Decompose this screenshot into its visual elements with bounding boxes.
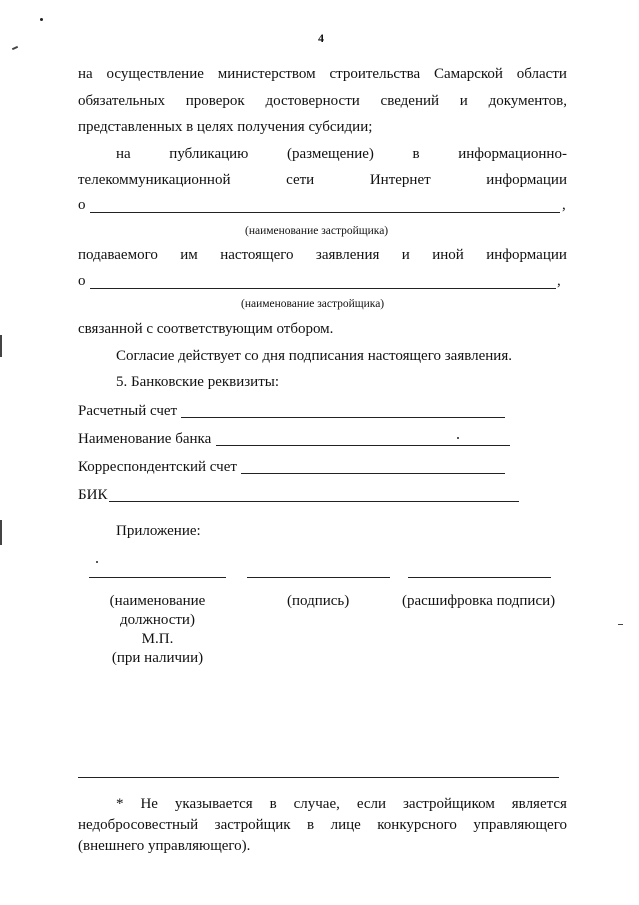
word: застройщиком bbox=[403, 796, 495, 812]
account-label: Расчетный счет bbox=[78, 403, 178, 419]
word: заявления bbox=[315, 247, 380, 263]
word: осуществление bbox=[106, 66, 204, 82]
corr-account-field[interactable] bbox=[241, 473, 505, 474]
word: в bbox=[412, 146, 420, 162]
word: в bbox=[269, 796, 277, 812]
bank-name-label: Наименование банка bbox=[78, 431, 212, 447]
position-caption-line: должности) bbox=[120, 612, 195, 628]
word: конкурсного bbox=[377, 817, 457, 833]
bank-heading: 5. Банковские реквизиты: bbox=[116, 374, 280, 390]
comma: , bbox=[557, 273, 561, 289]
word: в bbox=[307, 817, 315, 833]
o-prefix: о bbox=[78, 197, 86, 213]
paragraph-line: связанной с соответствующим отбором. bbox=[78, 321, 334, 337]
word: если bbox=[356, 796, 387, 812]
word: информации bbox=[486, 247, 567, 263]
word: информации bbox=[486, 172, 567, 188]
footnote-line: (внешнего управляющего). bbox=[78, 838, 251, 854]
signature-caption: (подпись) bbox=[287, 593, 350, 609]
word: области bbox=[516, 66, 567, 82]
word: недобросовестный bbox=[78, 817, 199, 833]
if-any-label: (при наличии) bbox=[111, 650, 204, 666]
word: им bbox=[180, 247, 198, 263]
word: обязательных bbox=[78, 93, 165, 109]
word: и bbox=[459, 93, 468, 109]
word: достоверности bbox=[265, 93, 360, 109]
paragraph-line bbox=[78, 92, 567, 110]
scan-speck bbox=[40, 18, 43, 21]
comma: , bbox=[562, 197, 566, 213]
stamp-label: М.П. bbox=[141, 631, 174, 647]
field-caption: (наименование застройщика) bbox=[245, 225, 389, 237]
scan-speck bbox=[457, 437, 459, 439]
scan-speck bbox=[618, 624, 623, 625]
page-number: 4 bbox=[318, 31, 324, 45]
word: сведений bbox=[380, 93, 440, 109]
word: застройщик bbox=[214, 817, 291, 833]
bank-name-field[interactable] bbox=[216, 445, 510, 446]
word: управляющего bbox=[473, 817, 567, 833]
consent-text: Согласие действует со дня подписания настоящего заявления. bbox=[116, 348, 512, 364]
developer-name-field[interactable] bbox=[90, 288, 556, 289]
word: на bbox=[116, 146, 131, 162]
word: указывается bbox=[174, 796, 253, 812]
word: информационно- bbox=[458, 146, 567, 162]
corr-account-label: Корреспондентский счет bbox=[78, 459, 237, 475]
scan-margin-mark bbox=[0, 335, 2, 357]
word: (размещение) bbox=[287, 146, 374, 162]
word: * bbox=[116, 796, 124, 812]
word: министерством bbox=[217, 66, 316, 82]
field-caption: (наименование застройщика) bbox=[241, 298, 385, 310]
word: иной bbox=[432, 247, 464, 263]
signature-decode-field[interactable] bbox=[408, 577, 551, 578]
bik-label: БИК bbox=[78, 487, 108, 503]
word: публикацию bbox=[169, 146, 249, 162]
scan-speck bbox=[96, 561, 98, 563]
word: подаваемого bbox=[78, 247, 158, 263]
paragraph-line: представленных в целях получения субсидии; bbox=[78, 119, 373, 135]
paragraph-line bbox=[116, 145, 567, 163]
word: телекоммуникационной bbox=[78, 172, 231, 188]
word: Не bbox=[140, 796, 158, 812]
word: Интернет bbox=[369, 172, 431, 188]
signature-field[interactable] bbox=[247, 577, 390, 578]
signature-decode-caption: (расшифровка подписи) bbox=[402, 593, 556, 609]
word: строительства bbox=[329, 66, 421, 82]
word: документов, bbox=[488, 93, 567, 109]
footnote-separator bbox=[78, 777, 559, 778]
word: на bbox=[78, 66, 93, 82]
word: сети bbox=[286, 172, 315, 188]
position-field[interactable] bbox=[89, 577, 226, 578]
word: проверок bbox=[185, 93, 245, 109]
word: настоящего bbox=[220, 247, 294, 263]
word: является bbox=[511, 796, 567, 812]
scan-margin-mark bbox=[0, 520, 2, 545]
appendix-label: Приложение: bbox=[116, 523, 201, 539]
paragraph-line bbox=[78, 65, 567, 83]
word: случае, bbox=[293, 796, 340, 812]
paragraph-line bbox=[78, 171, 567, 189]
footnote-line bbox=[116, 795, 567, 813]
bik-field[interactable] bbox=[109, 501, 519, 502]
position-caption bbox=[100, 592, 215, 667]
paragraph-line bbox=[78, 246, 567, 264]
o-prefix: о bbox=[78, 273, 86, 289]
developer-name-field[interactable] bbox=[90, 212, 560, 213]
word: Самарской bbox=[434, 66, 503, 82]
scan-speck bbox=[12, 46, 18, 50]
position-caption-line: (наименование bbox=[109, 593, 206, 609]
account-field[interactable] bbox=[181, 417, 505, 418]
word: и bbox=[401, 247, 410, 263]
footnote-line bbox=[78, 816, 567, 834]
word: лице bbox=[330, 817, 361, 833]
